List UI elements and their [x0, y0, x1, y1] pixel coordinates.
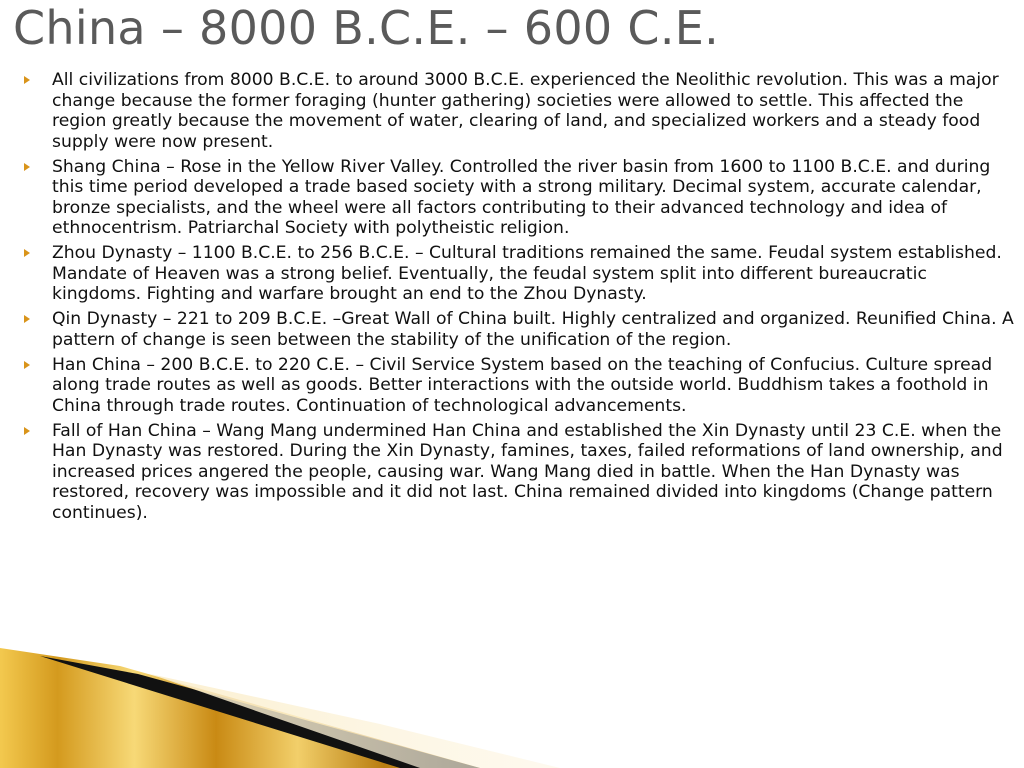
bullet-text: Fall of Han China – Wang Mang undermined Han China and established the Xin Dynasty until 23 C.E. when the Han Dynasty was restored. During the Xin Dynasty, famines, taxes, failed reformations of land ownership, and increased prices angered the people, causing war. Wang Mang died in battle. When the Han Dynasty was restored, recovery was impossible and it did not last. China remained divided into kingdoms (Change pattern continues).: [52, 420, 1003, 523]
bullet-arrow-icon: [24, 76, 30, 84]
bullet-item-fall-of-han: [22, 421, 1018, 524]
bullet-text: All civilizations from 8000 B.C.E. to around 3000 B.C.E. experienced the Neolithic revolution. This was a major change because the former foraging (hunter gathering) societies were allowed to settle. This affected the region greatly because the movement of water, clearing of land, and specialized workers and a steady food supply were now present.: [52, 70, 999, 152]
bullet-item-qin: [22, 309, 1018, 350]
bullet-text: Zhou Dynasty – 1100 B.C.E. to 256 B.C.E. – Cultural traditions remained the same. Feudal system established. Mandate of Heaven was a strong belief. Eventually, the feudal system split into different bureaucratic kingdoms. Fighting and warfare brought an end to the Zhou Dynasty.: [52, 243, 1002, 304]
bullet-text: Qin Dynasty – 221 to 209 B.C.E. –Great Wall of China built. Highly centralized and organized. Reunified China. A pattern of change is seen between the stability of the unification of the region.: [52, 309, 1014, 350]
bullet-list: [22, 70, 1018, 528]
bullet-item-han: [22, 355, 1018, 417]
bullet-text: Han China – 200 B.C.E. to 220 C.E. – Civil Service System based on the teaching of Confucius. Culture spread along trade routes as well as goods. Better interactions with the outside world. Buddhism takes a foothold in China through trade routes. Continuation of technological advancements.: [52, 354, 993, 416]
bullet-item-zhou: [22, 243, 1018, 305]
bullet-arrow-icon: [24, 427, 30, 435]
bullet-item-shang: [22, 157, 1018, 239]
bullet-text: Shang China – Rose in the Yellow River Valley. Controlled the river basin from 1600 to 1100 B.C.E. and during this time period developed a trade based society with a strong military. Decimal system, accurate calendar, bronze specialists, and the wheel were all factors contributing to their advanced technology and idea of ethnocentrism. Patriarchal Society with polytheistic religion.: [52, 156, 991, 238]
bullet-arrow-icon: [24, 361, 30, 369]
slide-title: China – 8000 B.C.E. – 600 C.E.: [13, 1, 720, 55]
bullet-arrow-icon: [24, 163, 30, 171]
decorative-swoosh: [0, 640, 1024, 768]
bullet-arrow-icon: [24, 315, 30, 323]
bullet-item-neolithic: [22, 70, 1018, 152]
bullet-arrow-icon: [24, 249, 30, 257]
